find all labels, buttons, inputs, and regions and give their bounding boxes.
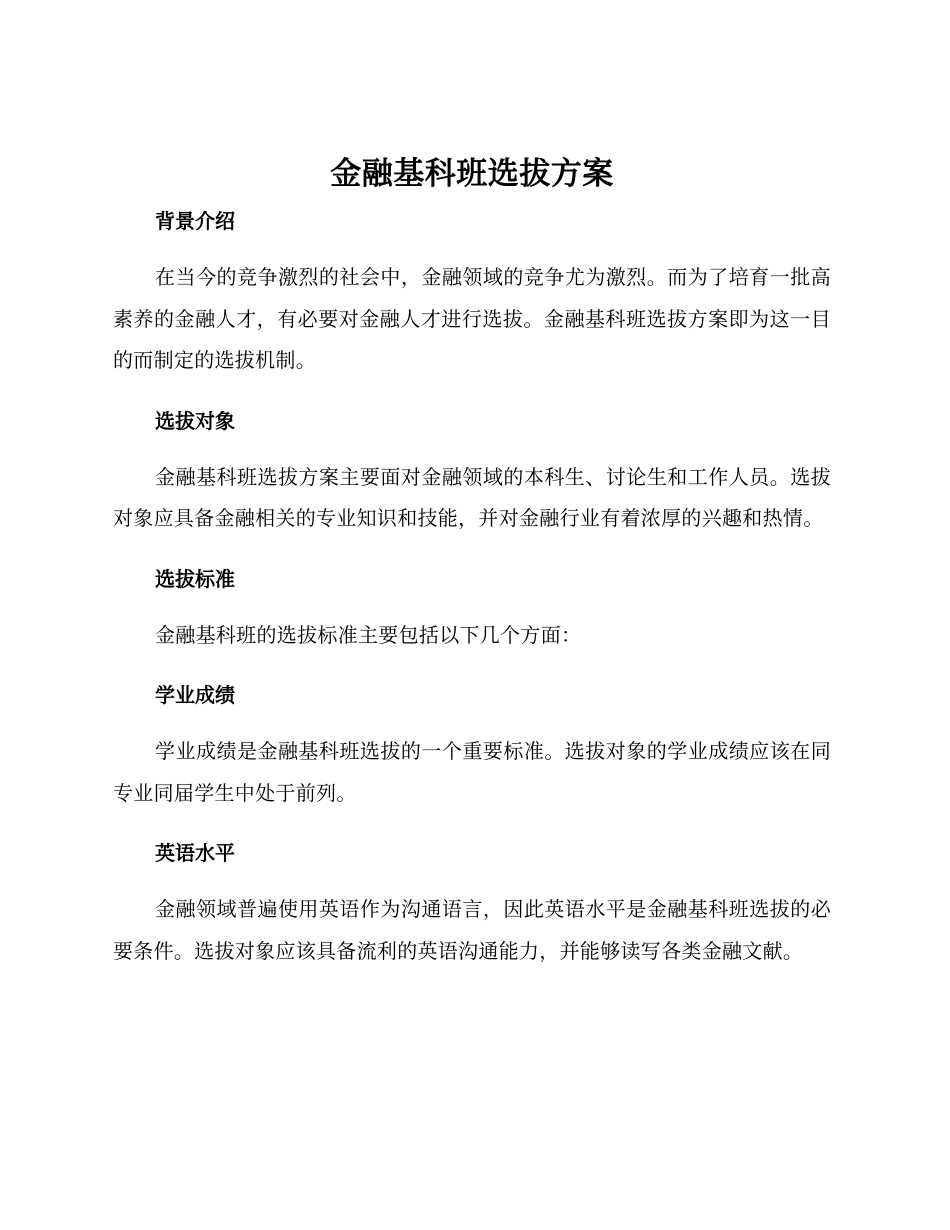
section-heading-academic: 学业成绩 [155, 683, 235, 707]
section-paragraph-criteria: 金融基科班的选拔标准主要包括以下几个方面： [155, 622, 582, 647]
section-paragraph-background: 在当今的竞争激烈的社会中，金融领域的竞争尤为激烈。而为了培育一批高素养的金融人才，有必要对金融人才进行选拔。金融基科班选拔方案即为这一目的而制定的选拔机制。 [113, 265, 831, 372]
section-paragraph-academic: 学业成绩是金融基科班选拔的一个重要标准。选拔对象的学业成绩应该在同专业同届学生中处于前列。 [113, 739, 831, 805]
section-paragraph-english: 金融领域普遍使用英语作为沟通语言，因此英语水平是金融基科班选拔的必要条件。选拔对象应该具备流利的英语沟通能力，并能够读写各类金融文献。 [113, 897, 831, 963]
section-heading-target: 选拔对象 [155, 408, 235, 433]
section-heading-criteria: 选拔标准 [155, 566, 235, 591]
section-heading-background: 背景介绍 [155, 209, 235, 233]
document-title: 金融基科班选拔方案 [330, 156, 614, 192]
section-heading-english: 英语水平 [155, 841, 235, 865]
section-paragraph-target: 金融基科班选拔方案主要面对金融领域的本科生、讨论生和工作人员。选拔对象应具备金融相关的专业知识和技能，并对金融行业有着浓厚的兴趣和热情。 [113, 464, 831, 530]
document-body [113, 148, 831, 972]
